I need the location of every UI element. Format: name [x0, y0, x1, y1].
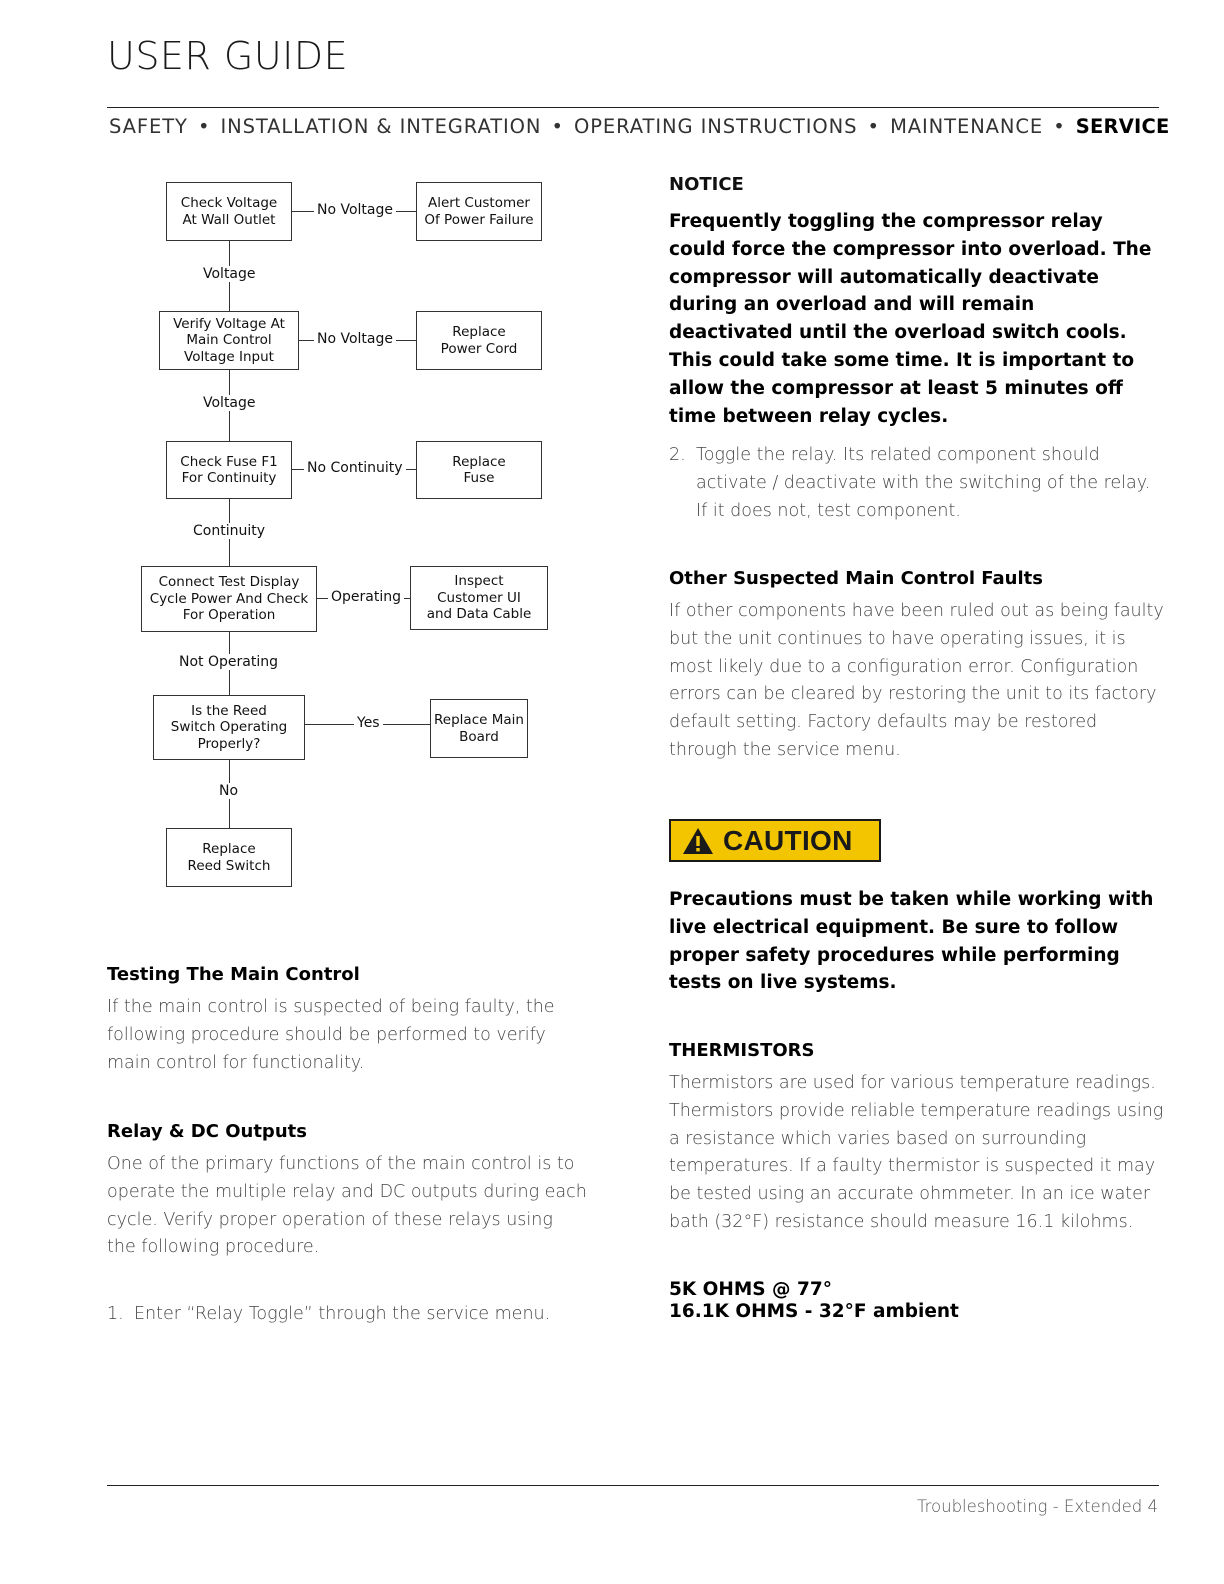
other-faults-paragraph: If other components have been ruled out as being faulty but the unit continues to have operating issues, it is most likely due to a configuration error. Configuration errors can be cleared by restoring the unit to its factory default setting. Factory defaults may be restored through the service menu.: [669, 601, 1164, 760]
flow-box-replace-main-board: Replace Main Board: [430, 699, 528, 758]
flow-label-no-voltage: No Voltage: [314, 202, 396, 218]
nav-separator: •: [551, 115, 564, 138]
other-faults-heading: Other Suspected Main Control Faults: [669, 568, 1043, 589]
thermistors-paragraph: Thermistors are used for various temperature readings. Thermistors provide reliable temperature readings using a resistance which varies based on surrounding temperatures. If a faulty thermistor is suspected it may be tested using an accurate ohmmeter. In an ice water bath (32°F) resistance should measure 16.1 kilohms.: [669, 1073, 1164, 1232]
caution-label: CAUTION: [723, 824, 853, 856]
flow-label-no-continuity: No Continuity: [304, 460, 406, 476]
nav-separator: •: [1053, 115, 1066, 138]
step-text: Toggle the relay. Its related component should activate / deactivate with the switching of the relay. If it does not, test component.: [696, 445, 1151, 521]
flow-label-continuity: Continuity: [190, 523, 268, 539]
nav-item-operating[interactable]: OPERATING INSTRUCTIONS: [574, 115, 858, 138]
relay-heading: Relay & DC Outputs: [107, 1121, 307, 1142]
step-number: 2.: [669, 445, 686, 465]
flow-box-replace-reed-switch: Replace Reed Switch: [166, 828, 292, 887]
nav-separator: •: [197, 115, 211, 138]
flow-box-check-fuse: Check Fuse F1 For Continuity: [166, 441, 292, 499]
flow-box-reed-switch-question: Is the Reed Switch Operating Properly?: [153, 695, 305, 760]
caution-text: Precautions must be taken while working with live electrical equipment. Be sure to follow proper safety procedures while performing tests on live systems.: [669, 889, 1154, 994]
ohms-spec-32: 16.1K OHMS - 32°F ambient: [669, 1301, 959, 1322]
step-2: [669, 442, 1164, 525]
footer-divider: [107, 1485, 1159, 1486]
warning-icon: [681, 826, 715, 856]
flow-box-alert-customer: Alert Customer Of Power Failure: [416, 182, 542, 241]
ohms-spec-77: 5K OHMS @ 77°: [669, 1279, 832, 1300]
flow-box-replace-power-cord: Replace Power Cord: [416, 311, 542, 370]
step-1: [107, 1301, 587, 1329]
caution-badge: [669, 819, 881, 862]
flow-label-operating: Operating: [328, 589, 404, 605]
flow-label-not-operating: Not Operating: [176, 654, 281, 670]
flow-label-yes: Yes: [354, 715, 383, 731]
flow-box-connect-test-display: Connect Test Display Cycle Power And Check For Operation: [141, 566, 317, 632]
testing-heading: Testing The Main Control: [107, 964, 360, 985]
testing-paragraph: If the main control is suspected of being faulty, the following procedure should be performed to verify main control for functionality.: [107, 997, 555, 1073]
notice-text: Frequently toggling the compressor relay could force the compressor into overload. The compressor will automatically deactivate during an overload and will remain deactivated until the overload switch cools. This could take some time. It is important to allow the compressor at least 5 minutes off time between relay cycles.: [669, 211, 1152, 427]
page-title: USER GUIDE: [107, 34, 349, 78]
footer-page-label: Troubleshooting - Extended 4: [916, 1497, 1158, 1516]
flow-box-verify-voltage: Verify Voltage At Main Control Voltage Input: [159, 311, 299, 370]
step-text: Enter “Relay Toggle” through the service menu.: [134, 1304, 551, 1324]
flow-label-voltage: Voltage: [200, 266, 259, 282]
header-divider: [107, 107, 1159, 108]
flow-label-no-voltage: No Voltage: [314, 331, 396, 347]
nav-item-service[interactable]: SERVICE: [1075, 115, 1170, 138]
step-number: 1.: [107, 1304, 124, 1324]
flow-box-check-voltage: Check Voltage At Wall Outlet: [166, 182, 292, 241]
nav-item-installation[interactable]: INSTALLATION & INTEGRATION: [220, 115, 542, 138]
section-nav: [109, 115, 1170, 138]
flow-box-inspect-customer-ui: Inspect Customer UI and Data Cable: [410, 566, 548, 630]
nav-separator: •: [867, 115, 880, 138]
flow-label-voltage: Voltage: [200, 395, 259, 411]
flow-label-no: No: [216, 783, 241, 799]
nav-item-maintenance[interactable]: MAINTENANCE: [890, 115, 1044, 138]
thermistors-heading: THERMISTORS: [669, 1040, 815, 1061]
notice-title: NOTICE: [669, 174, 744, 195]
nav-item-safety[interactable]: SAFETY: [109, 115, 188, 138]
relay-paragraph: One of the primary functions of the main control is to operate the multiple relay and DC outputs during each cycle. Verify proper operation of these relays using the following procedure.: [107, 1154, 587, 1258]
flow-box-replace-fuse: Replace Fuse: [416, 441, 542, 499]
